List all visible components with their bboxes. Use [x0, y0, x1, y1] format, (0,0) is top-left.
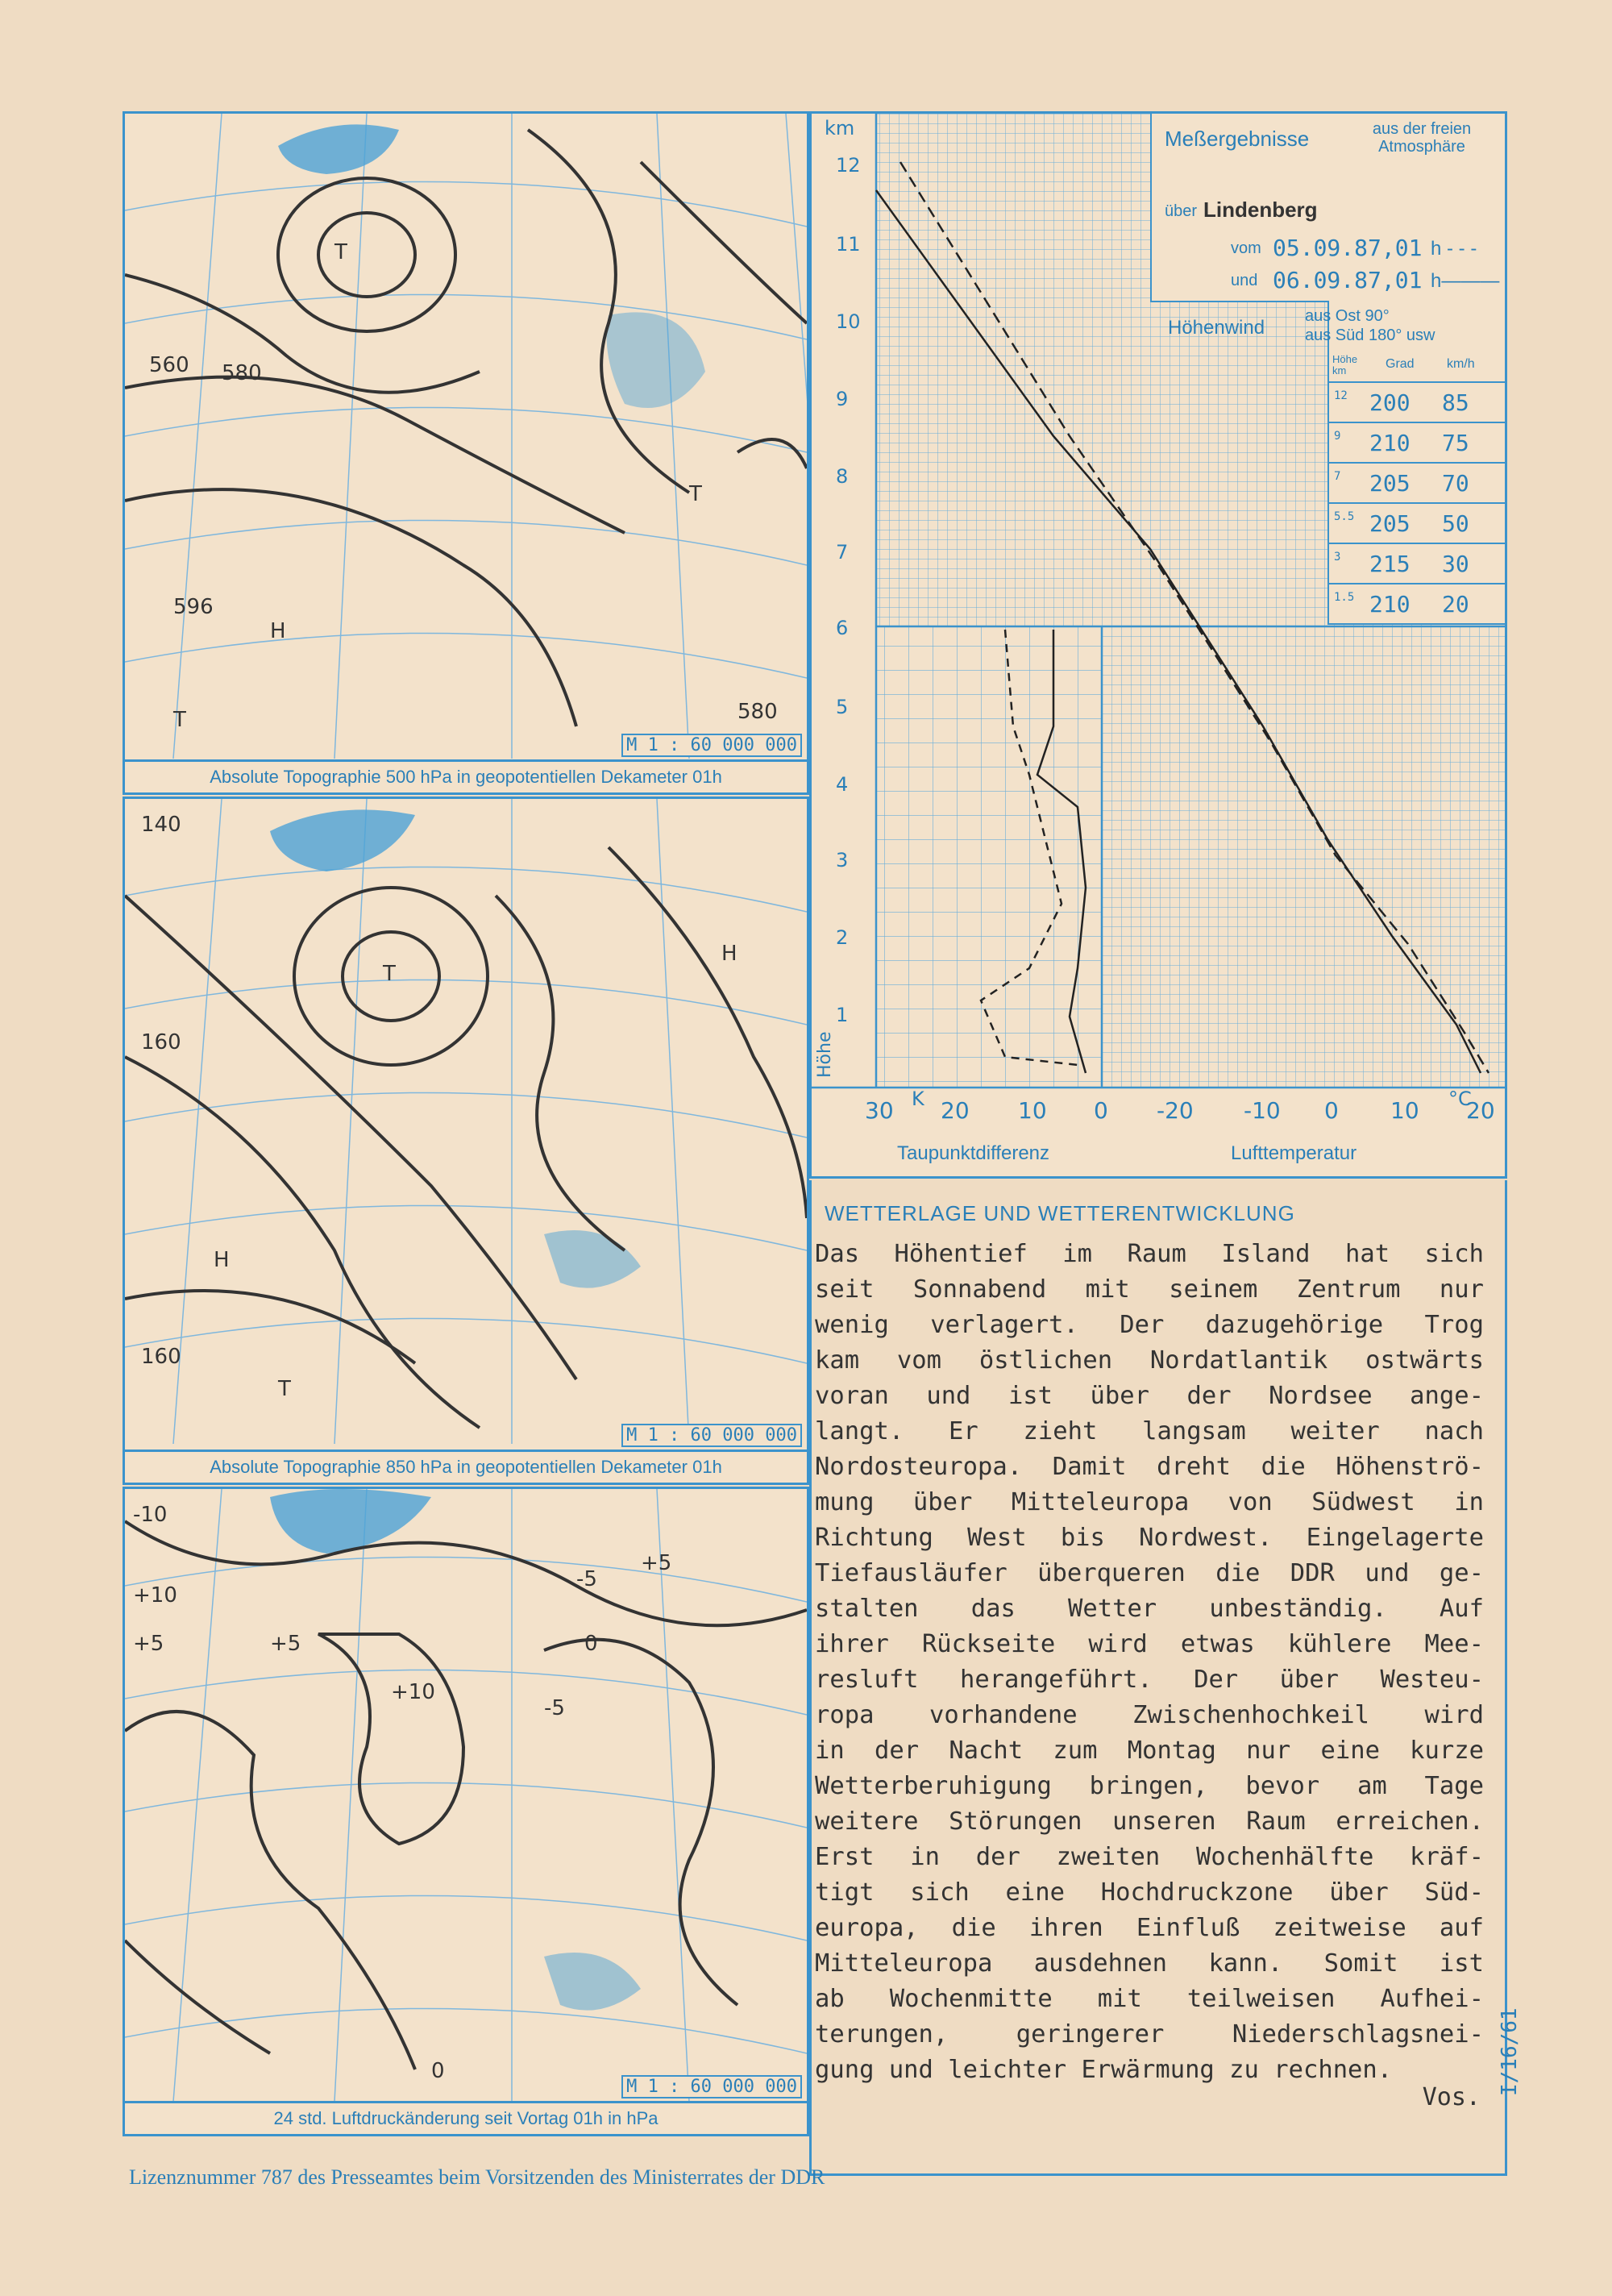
dew-tick-0: 0	[1094, 1097, 1108, 1124]
legend-title-sub: aus der freien Atmosphäre	[1372, 120, 1472, 156]
legend-station-prefix: über	[1165, 202, 1198, 220]
y-tick-5: 5	[836, 696, 849, 718]
y-tick-7: 7	[836, 541, 849, 564]
report-line: stalten das Wetter unbeständig. Auf	[815, 1595, 1484, 1623]
svg-text:H: H	[270, 619, 286, 643]
y-tick-2: 2	[836, 926, 849, 949]
temp-unit: °C	[1448, 1088, 1472, 1110]
wind-row	[1329, 502, 1505, 543]
report-line: seit Sonnabend mit seinem Zentrum nur	[815, 1275, 1484, 1304]
map-500hpa-drawing	[125, 114, 807, 792]
report-line: terungen, geringerer Niederschlagsnei-	[815, 2020, 1484, 2049]
report-line: gung und leichter Erwärmung zu rechnen.	[815, 2056, 1393, 2084]
weather-report	[809, 1180, 1507, 2176]
legend-date1: 05.09.87,01	[1273, 235, 1423, 261]
report-line: wenig verlagert. Der dazugehörige Trog	[815, 1311, 1484, 1339]
report-line: Richtung West bis Nordwest. Eingelagerte	[815, 1524, 1484, 1552]
wind-row	[1329, 422, 1505, 462]
wind-header-speed: km/h	[1447, 357, 1475, 371]
svg-text:+10: +10	[391, 1680, 435, 1704]
y-tick-1: 1	[836, 1004, 849, 1026]
map-pressure-change-panel	[123, 1487, 809, 2136]
svg-text:-5: -5	[576, 1567, 597, 1591]
wind-direction: 210	[1369, 430, 1410, 456]
y-axis-label: Höhe	[815, 1031, 835, 1078]
report-line: voran und ist über der Nordsee ange-	[815, 1382, 1484, 1410]
legend-date1-style: h - - -	[1431, 238, 1477, 260]
svg-text:160: 160	[141, 1345, 181, 1369]
wind-header-dir: Grad	[1386, 357, 1415, 371]
report-heading: WETTERLAGE UND WETTERENTWICKLUNG	[825, 1201, 1295, 1225]
report-line: Das Höhentief im Raum Island hat sich	[815, 1240, 1484, 1268]
svg-text:140: 140	[141, 813, 181, 837]
svg-text:+5: +5	[270, 1632, 301, 1656]
y-tick-8: 8	[836, 465, 849, 488]
svg-text:0: 0	[431, 2059, 445, 2083]
wind-title: Höhenwind	[1168, 317, 1265, 339]
svg-text:+5: +5	[641, 1551, 672, 1575]
map-pressure-change-drawing	[125, 1489, 807, 2134]
y-tick-10: 10	[836, 310, 861, 333]
temp-tick-m20: -20	[1157, 1097, 1194, 1124]
map-pressure-change-caption: 24 std. Luftdruckänderung seit Vortag 01h in hPa	[125, 2101, 807, 2134]
y-tick-11: 11	[836, 233, 861, 256]
legend-title: Meßergebnisse	[1165, 127, 1310, 151]
dew-axis-label: Taupunktdifferenz	[897, 1142, 1050, 1164]
sounding-legend	[1150, 114, 1505, 302]
wind-height: 1.5	[1334, 591, 1355, 604]
wind-direction: 215	[1369, 551, 1410, 577]
map-850hpa-scale: M 1 : 60 000 000	[621, 1424, 802, 1447]
y-tick-4: 4	[836, 773, 849, 796]
svg-text:580: 580	[222, 361, 262, 385]
svg-text:H: H	[721, 942, 737, 966]
report-line: Mitteleuropa ausdehnen kann. Somit ist	[815, 1949, 1484, 1978]
temp-tick-0: 0	[1324, 1097, 1339, 1124]
wind-speed: 70	[1442, 470, 1469, 497]
km-unit-label: km	[825, 117, 855, 139]
temp-tick-20: 20	[1466, 1097, 1495, 1124]
wind-note-1: aus Ost 90°	[1305, 307, 1390, 325]
svg-text:560: 560	[149, 353, 189, 377]
svg-text:160: 160	[141, 1030, 181, 1054]
wind-height: 3	[1334, 551, 1341, 564]
temp-tick-m10: -10	[1244, 1097, 1281, 1124]
map-850hpa-caption: Absolute Topographie 850 hPa in geopotentiellen Dekameter 01h	[125, 1450, 807, 1483]
wind-row	[1329, 583, 1505, 623]
svg-text:+5: +5	[133, 1632, 164, 1656]
wind-height: 9	[1334, 430, 1341, 443]
wind-speed: 20	[1442, 591, 1469, 618]
report-line: Nordosteuropa. Damit dreht die Höhenströ-	[815, 1453, 1484, 1481]
legend-date2-prefix: und	[1231, 272, 1258, 289]
document-reference: I/16/61	[1498, 2007, 1522, 2096]
report-line: ab Wochenmitte mit teilweisen Aufhei-	[815, 1985, 1484, 2013]
map-pressure-change-scale: M 1 : 60 000 000	[621, 2075, 802, 2098]
svg-text:T: T	[334, 240, 347, 264]
wind-rows	[1329, 381, 1505, 623]
svg-text:-10: -10	[133, 1503, 168, 1527]
wind-table	[1168, 301, 1505, 625]
wind-speed: 30	[1442, 551, 1469, 577]
wind-speed: 85	[1442, 389, 1469, 416]
report-line: Tiefausläufer überqueren die DDR und ge-	[815, 1559, 1484, 1587]
map-850hpa-panel	[123, 797, 809, 1485]
report-line: Wetterberuhigung bringen, bevor am Tage	[815, 1772, 1484, 1800]
report-line: kam vom östlichen Nordatlantik ostwärts	[815, 1346, 1484, 1375]
svg-text:-5: -5	[544, 1696, 565, 1720]
svg-text:T: T	[173, 708, 186, 732]
wind-height: 5.5	[1334, 510, 1355, 523]
wind-direction: 210	[1369, 591, 1410, 618]
svg-text:T: T	[278, 1377, 291, 1401]
dew-tick-20: 20	[941, 1097, 970, 1124]
map-500hpa-caption: Absolute Topographie 500 hPa in geopotentiellen Dekameter 01h	[125, 759, 807, 792]
map-500hpa-scale: M 1 : 60 000 000	[621, 734, 802, 757]
wind-header-height: Höhe km	[1332, 353, 1358, 376]
report-line: ropa vorhandene Zwischenhochkeil wird	[815, 1701, 1484, 1729]
report-line: tigt sich eine Hochdruckzone über Süd-	[815, 1878, 1484, 1907]
dew-tick-10: 10	[1018, 1097, 1047, 1124]
report-signature: Vos.	[1422, 2083, 1481, 2111]
report-line: europa, die ihren Einfluß zeitweise auf	[815, 1914, 1484, 1942]
svg-text:T: T	[689, 482, 702, 506]
legend-date1-prefix: vom	[1231, 239, 1261, 257]
wind-height: 12	[1334, 389, 1348, 402]
wind-direction: 200	[1369, 389, 1410, 416]
svg-text:H: H	[214, 1248, 230, 1272]
svg-text:580: 580	[737, 700, 778, 724]
wind-direction: 205	[1369, 470, 1410, 497]
y-tick-6: 6	[836, 617, 849, 639]
svg-text:+10: +10	[133, 1583, 177, 1608]
dew-tick-30: 30	[865, 1097, 894, 1124]
report-line: resluft herangeführt. Der über Westeu-	[815, 1666, 1484, 1694]
report-line: langt. Er zieht langsam weiter nach	[815, 1417, 1484, 1445]
legend-date2: 06.09.87,01	[1273, 267, 1423, 293]
y-tick-12: 12	[836, 154, 861, 177]
svg-text:0: 0	[584, 1632, 598, 1656]
report-line: ihrer Rückseite wird etwas kühlere Mee-	[815, 1630, 1484, 1658]
wind-height: 7	[1334, 470, 1341, 483]
dew-unit: K	[912, 1088, 924, 1110]
report-line: in der Nacht zum Montag nur eine kurze	[815, 1737, 1484, 1765]
wind-row	[1329, 543, 1505, 583]
wind-speed: 75	[1442, 430, 1469, 456]
legend-date2-style: h———	[1431, 270, 1500, 292]
report-line: mung über Mitteleuropa von Südwest in	[815, 1488, 1484, 1516]
wind-row	[1329, 381, 1505, 422]
temp-tick-10: 10	[1390, 1097, 1419, 1124]
map-850hpa-drawing	[125, 799, 807, 1483]
report-line: Erst in der zweiten Wochenhälfte kräf-	[815, 1843, 1484, 1871]
report-line: weitere Störungen unseren Raum erreichen.	[815, 1807, 1484, 1836]
temp-axis-label: Lufttemperatur	[1231, 1142, 1357, 1164]
license-footer: Lizenznummer 787 des Presseamtes beim Vorsitzenden des Ministerrates der DDR	[129, 2165, 825, 2189]
y-tick-9: 9	[836, 388, 849, 410]
map-500hpa-panel	[123, 111, 809, 795]
wind-note-2: aus Süd 180° usw	[1305, 327, 1435, 344]
svg-text:T: T	[383, 962, 396, 986]
y-tick-3: 3	[836, 849, 849, 871]
wind-direction: 205	[1369, 510, 1410, 537]
wind-row	[1329, 462, 1505, 502]
wind-speed: 50	[1442, 510, 1469, 537]
sounding-panel	[809, 111, 1507, 1179]
svg-text:596: 596	[173, 595, 214, 619]
report-text	[815, 1237, 1484, 2088]
legend-station: Lindenberg	[1203, 198, 1318, 222]
